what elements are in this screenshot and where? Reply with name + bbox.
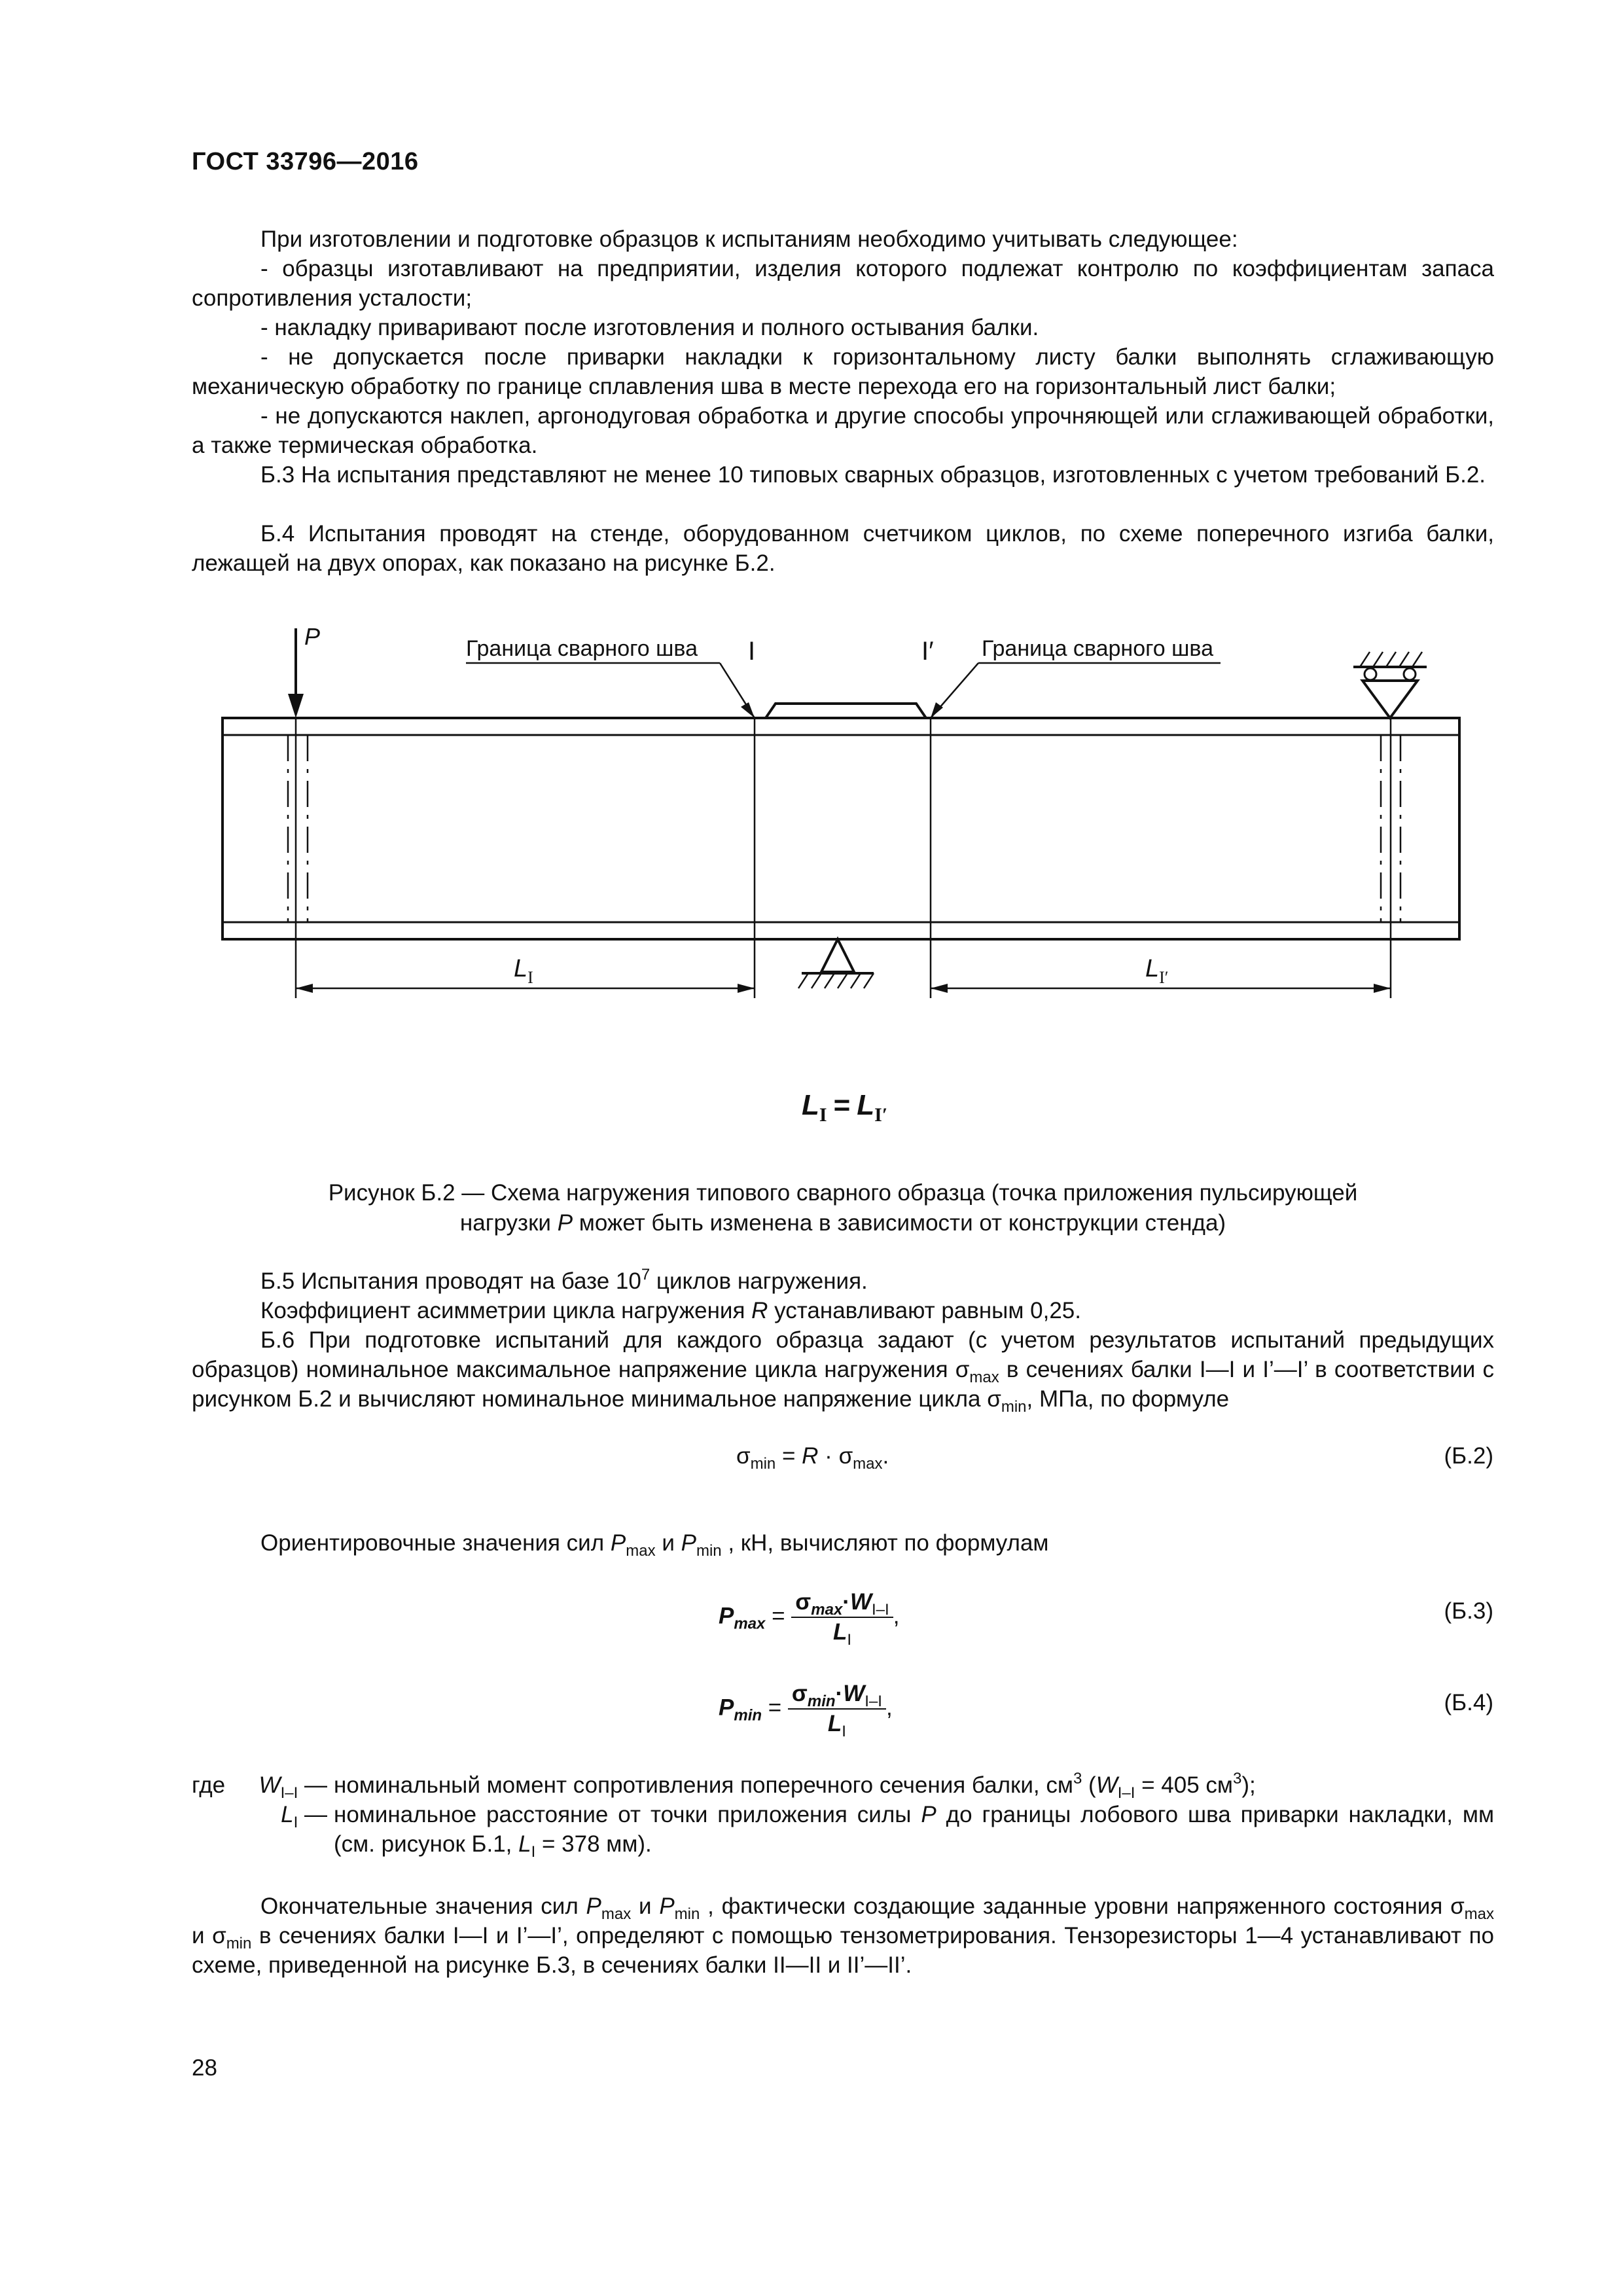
list-item: - образцы изготавливают на предприятии, изделия которого подлежат контролю по коэффициентам запаса сопротивления усталости; — [192, 256, 1494, 311]
document-header: ГОСТ 33796—2016 — [192, 148, 419, 175]
weld-label-left: Граница сварного шва — [466, 636, 698, 661]
figure-b2-loading-scheme — [0, 615, 1623, 1152]
ground-hatch-middle — [798, 973, 874, 988]
figure-caption-line1: Рисунок Б.2 — Схема нагружения типового сварного образца (точка приложения пульсирующей — [328, 1180, 1358, 1206]
middle-support — [821, 939, 854, 972]
forces-intro-text: Ориентировочные значения сил $P_{max}$ и $P_{min}$ , кН, вычисляют по формулам — [260, 1530, 1049, 1560]
formula-b2: $\sigma_{min} = R \cdot \sigma_{max}$. — [736, 1443, 889, 1473]
figure-caption-line2: нагрузки P может быть изменена в зависимости от конструкции стенда) — [459, 1210, 1226, 1236]
clause-b5: Б.5 Испытания проводят на базе $10^7$ циклов нагружения. — [260, 1266, 868, 1294]
clause-b4: Б.4 Испытания проводят на стенде, оборудованном счетчиком циклов, по схеме поперечного изгиба балки, лежащей на двух опорах, как показано на рисунке Б.2. — [192, 521, 1494, 576]
clause-b6: Б.6 При подготовке испытаний для каждого образца задают (с учетом результатов испытаний предыдущих образцов) номинальное максимальное напряжение цикла нагружения $\sigma_{max}$ в сечениях балки I—I и I’—I’ в соответствии с рисунком Б.2 и вычисляют номинальное минимальное напряжение цикла $\sigma_{min}$, МПа, по формуле — [192, 1327, 1494, 1416]
fraction-b4: $\frac{\sigma_{min}\cdot W_{I-I}}{L_I}$ — [788, 1681, 886, 1737]
list-item: - не допускаются наклеп, аргонодуговая обработка и другие способы упрочняющей или сглаживающей обработки, а также термическая обработка. — [192, 403, 1494, 458]
intro-paragraph: При изготовлении и подготовке образцов к испытаниям необходимо учитывать следующее: — [260, 226, 1238, 252]
section-label-i: I — [748, 637, 756, 666]
definition-w: где $W_{I-I}$ — номинальный момент сопротивления поперечного сечения балки, $см^3$ ($W_{I-I} = 405$ $см^3$); — [192, 1770, 1256, 1802]
page-number: 28 — [192, 2055, 217, 2081]
beam-outline — [223, 718, 1459, 939]
load-arrow-head — [288, 694, 304, 718]
definitions-list — [192, 1770, 1494, 1859]
clause-b3: Б.3 На испытания представляют не менее 10 типовых сварных образцов, изготовленных с учетом требований Б.2. — [260, 462, 1486, 488]
formula-b3: $P_{max}$ = $\frac{\sigma_{max}\cdot W_{I-I}}{L_I}$ , — [719, 1589, 900, 1649]
definition-l: $L_I$ — номинальное расстояние от точки приложения силы P до границы лобового шва приварки накладки, мм (см. рисунок Б.1, $L_I = 378$ мм). — [281, 1802, 1495, 1861]
equation-number-b4: (Б.4) — [1444, 1690, 1493, 1715]
ground-hatch-right — [1360, 652, 1422, 667]
asymmetry-coefficient-text: Коэффициент асимметрии цикла нагружения R устанавливают равным 0,25. — [260, 1298, 1081, 1323]
dimension-label-right: $L_{I'}$ — [1145, 955, 1169, 987]
equality-formula: $L_I = L_{I'}$ — [802, 1089, 888, 1126]
formula-b4: $P_{min}$ = $\frac{\sigma_{min}\cdot W_{I-I}}{L_I}$ , — [719, 1681, 893, 1740]
dimension-label-left: $L_I$ — [514, 955, 533, 987]
right-support — [1363, 681, 1418, 718]
cover-plate — [766, 704, 926, 718]
equation-number-b2: (Б.2) — [1444, 1443, 1493, 1469]
weld-label-right: Граница сварного шва — [982, 636, 1213, 661]
equation-number-b3: (Б.3) — [1444, 1598, 1493, 1624]
section-label-i-prime: I′ — [921, 637, 934, 666]
final-paragraph: Окончательные значения сил $P_{max}$ и $P_{min}$ , фактически создающие заданные уровни напряженного состояния $\sigma_{max}$ и $\sigma_{min}$ в сечениях балки I—I и I’—I’, определяют с помощью тензометрирования. Тензорезисторы 1—4 устанавливают по схеме, приведенной на рисунке Б.3, в сечениях балки II—II и II’—II’. — [192, 1893, 1495, 1978]
load-label: P — [304, 623, 321, 650]
fraction-b3: $\frac{\sigma_{max}\cdot W_{I-I}}{L_I}$ — [791, 1589, 893, 1645]
list-item: - не допускается после приварки накладки к горизонтальному листу балки выполнять сглаживающую механическую обработку по границе сплавления шва в месте перехода его на горизонтальный лист балки; — [192, 344, 1494, 399]
list-item: - накладку приваривают после изготовления и полного остывания балки. — [260, 315, 1039, 340]
